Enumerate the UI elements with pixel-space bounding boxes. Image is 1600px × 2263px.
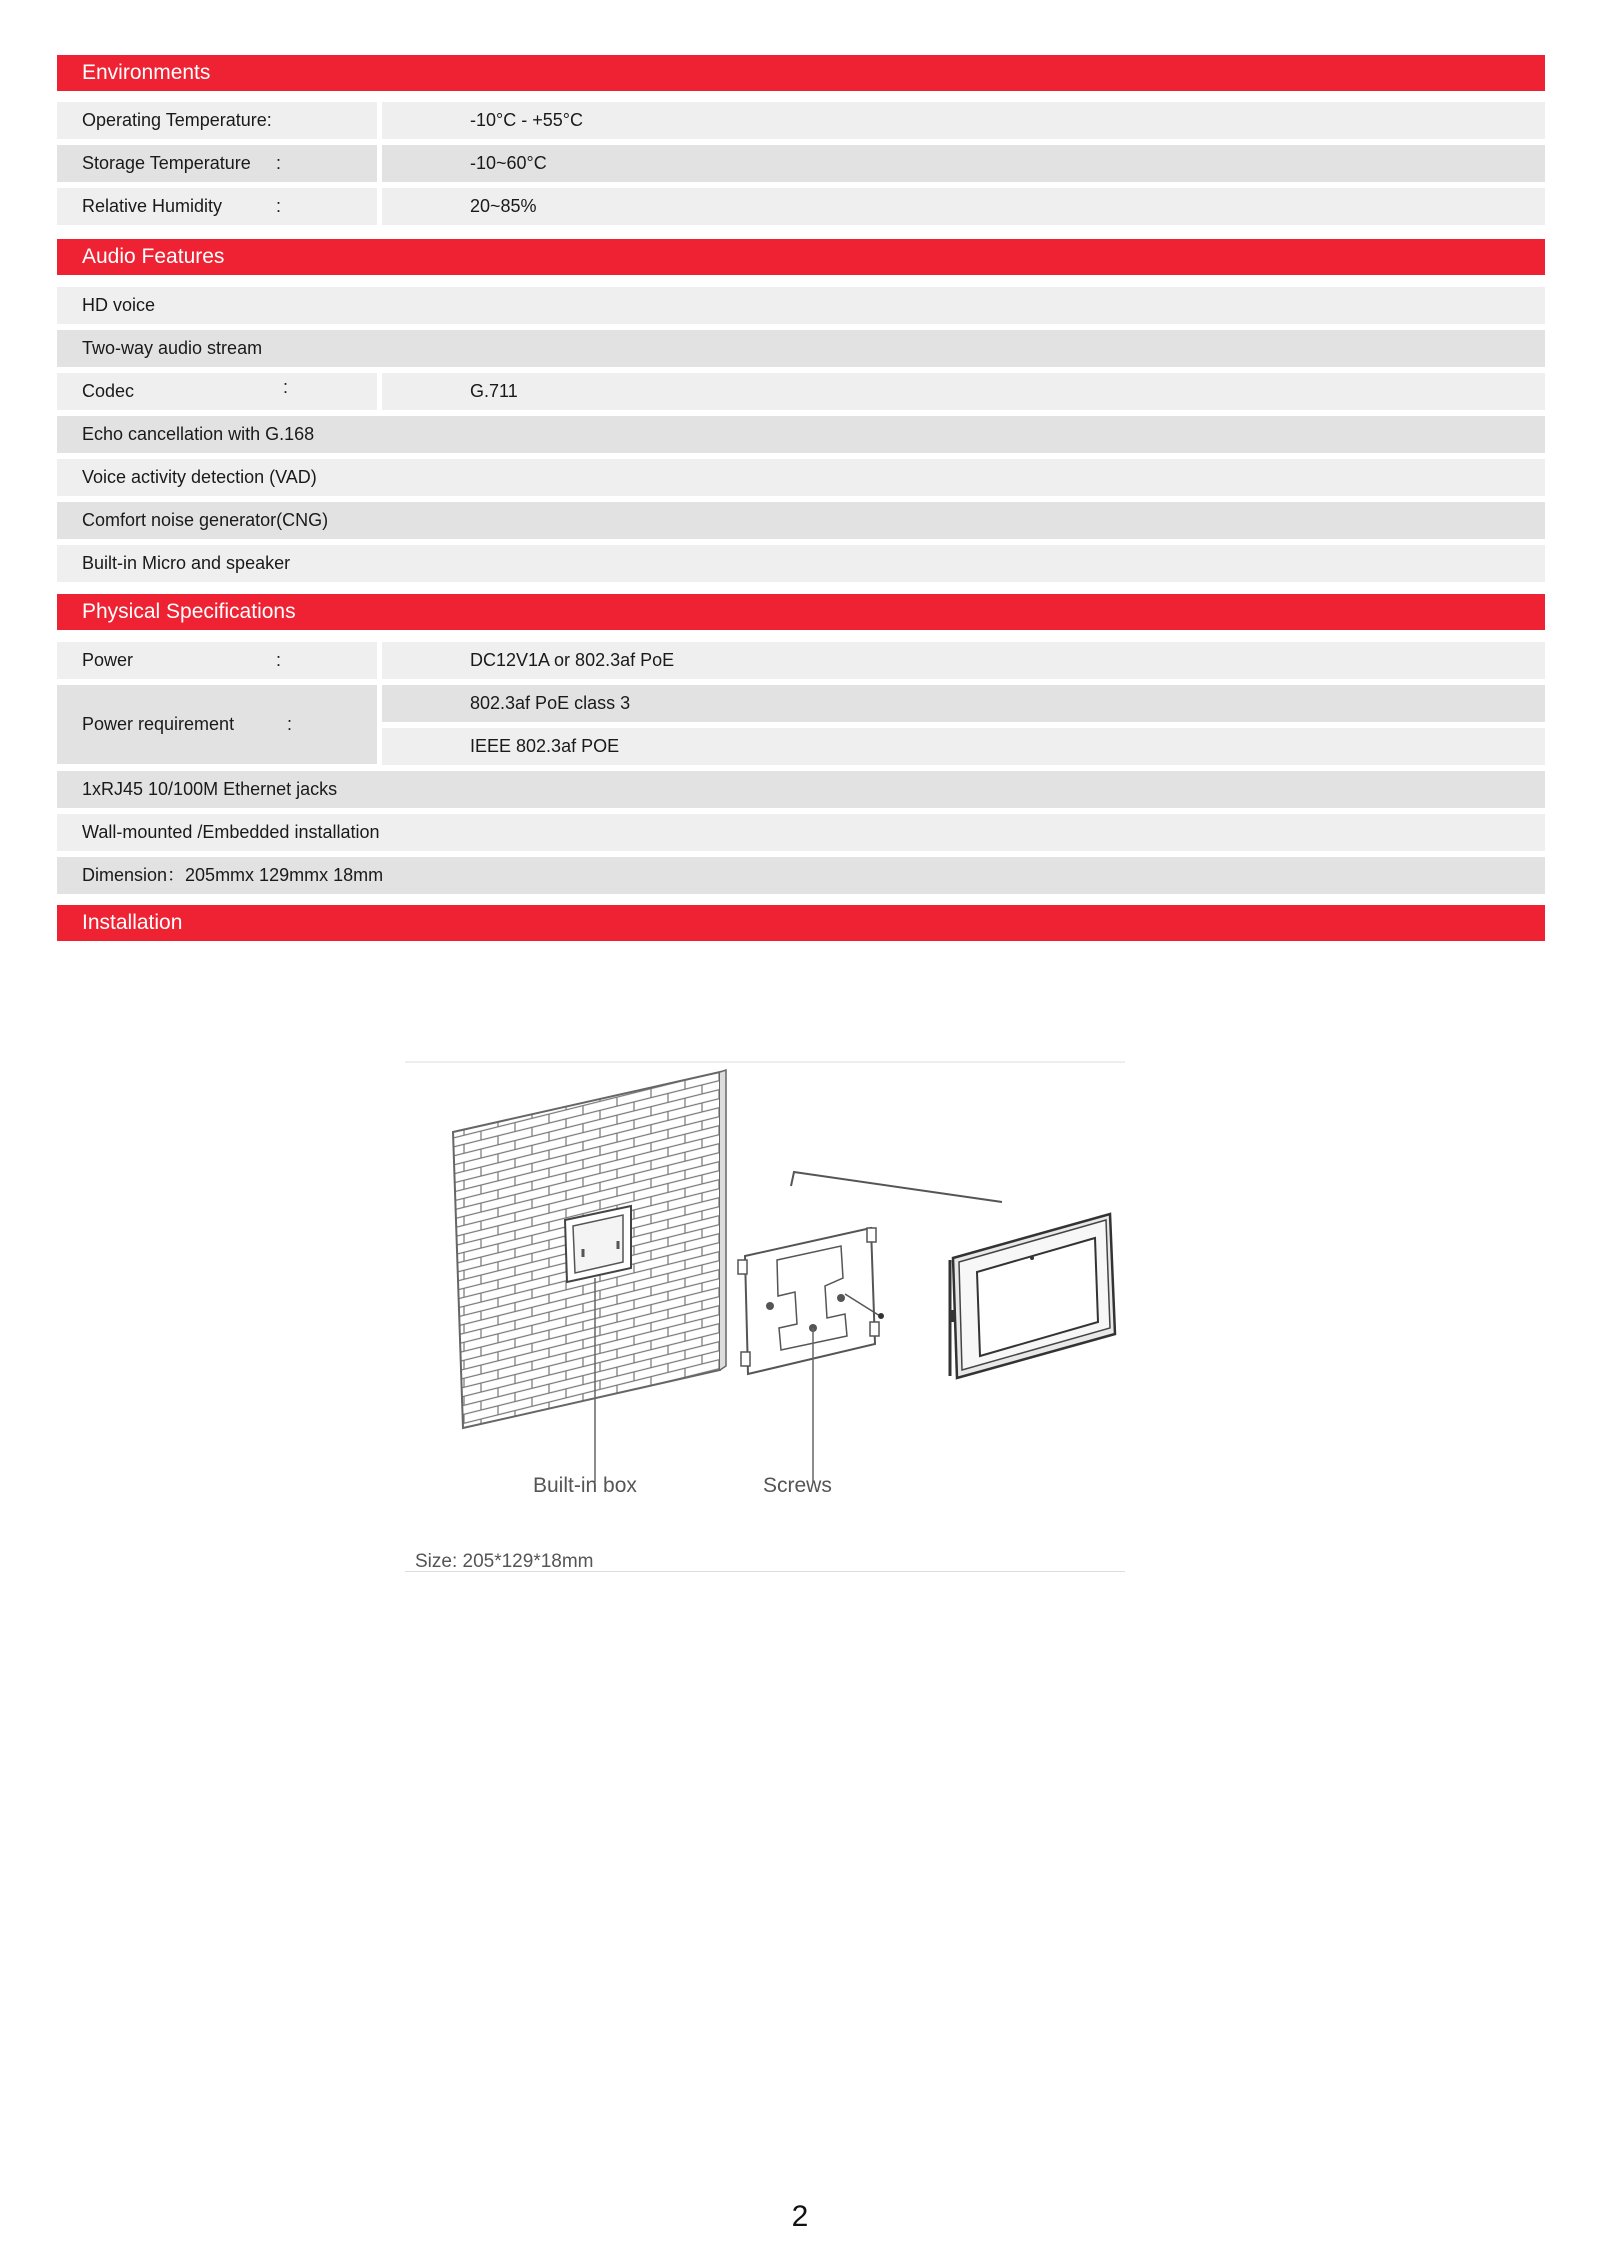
feature-row [57, 416, 1545, 453]
built-in-box [565, 1206, 631, 1282]
spec-value: G.711 [470, 381, 518, 401]
value-cell [382, 188, 1545, 225]
spec-row-relative-humidity [57, 188, 1545, 225]
spec-colon: : [283, 377, 289, 397]
value-cell [382, 373, 1545, 410]
spec-value: 802.3af PoE class 3 [470, 693, 631, 713]
spec-row-power [57, 642, 1545, 679]
feature-row [57, 459, 1545, 496]
mounting-plate [738, 1228, 884, 1374]
spec-row-storage-temperature [57, 145, 1545, 182]
screws-label: Screws [763, 1474, 832, 1497]
spec-label: Power requirement [82, 714, 235, 734]
feature-row [57, 857, 1545, 894]
feature-label: Voice activity detection (VAD) [82, 467, 317, 487]
spec-value: 20~85% [470, 196, 537, 216]
spec-label: Operating Temperature: [82, 110, 272, 130]
spec-colon: : [276, 196, 282, 216]
power-requirement-value-cell [382, 728, 1545, 765]
spec-value: -10°C - +55°C [470, 110, 583, 130]
spec-value: DC12V1A or 802.3af PoE [470, 650, 675, 670]
section-title: Physical Specifications [82, 600, 296, 623]
feature-row [57, 771, 1545, 808]
page-number: 2 [791, 2200, 809, 2233]
feature-row [57, 287, 1545, 324]
section-title: Installation [82, 911, 183, 934]
spec-value: -10~60°C [470, 153, 547, 173]
spec-row-operating-temperature [57, 102, 1545, 139]
audio-features-header [57, 239, 1545, 275]
spec-value: IEEE 802.3af POE [470, 736, 620, 756]
physical-specifications-header [57, 594, 1545, 630]
value-cell [382, 145, 1545, 182]
spec-colon: : [276, 153, 282, 173]
spec-label: Storage Temperature [82, 153, 251, 173]
feature-label: 1xRJ45 10/100M Ethernet jacks [82, 779, 338, 799]
feature-label: HD voice [82, 295, 156, 315]
installation-header [57, 905, 1545, 941]
environments-header [57, 55, 1545, 91]
section-title: Audio Features [82, 245, 225, 268]
spec-colon: : [276, 650, 282, 670]
feature-label: Echo cancellation with G.168 [82, 424, 315, 444]
spec-row-codec [57, 373, 1545, 410]
spec-label: Power [82, 650, 134, 670]
size-caption: Size: 205*129*18mm [415, 1551, 594, 1572]
section-title: Environments [82, 61, 211, 84]
feature-label: Dimension：205mmx 129mmx 18mm [82, 865, 384, 885]
built-in-box-label: Built-in box [533, 1474, 637, 1497]
installation-drawing [405, 1060, 1125, 1572]
feature-label: Comfort noise generator(CNG) [82, 510, 329, 530]
indoor-monitor-device [950, 1214, 1115, 1378]
feature-row [57, 330, 1545, 367]
feature-label: Two-way audio stream [82, 338, 263, 358]
spec-label: Codec [82, 381, 135, 401]
spec-colon: : [287, 714, 293, 734]
feature-row [57, 545, 1545, 582]
power-requirement-label-cell [57, 685, 377, 764]
spec-label: Relative Humidity [82, 196, 223, 216]
feature-row [57, 502, 1545, 539]
power-requirement-value-cell [382, 685, 1545, 722]
feature-row [57, 814, 1545, 851]
feature-label: Built-in Micro and speaker [82, 553, 291, 573]
feature-label: Wall-mounted /Embedded installation [82, 822, 380, 842]
installation-diagram [405, 1060, 1125, 1572]
